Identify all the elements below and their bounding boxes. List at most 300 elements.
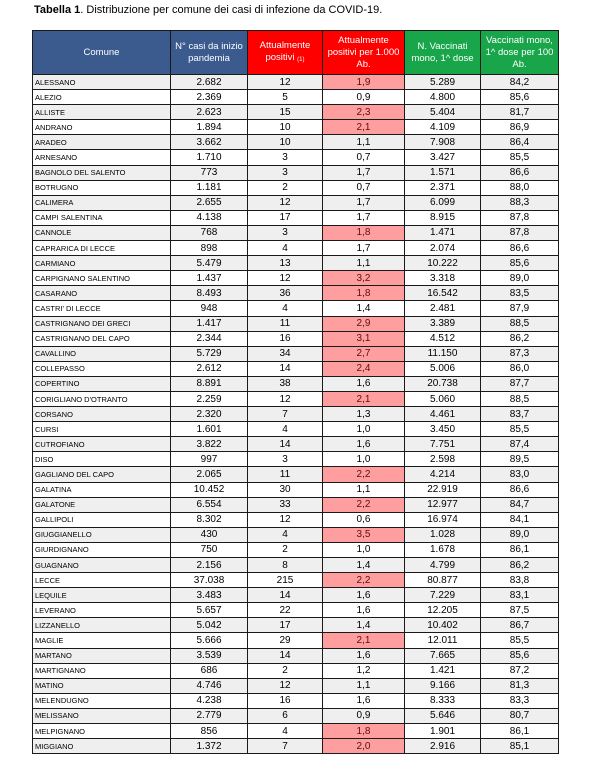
cell-positivi: 17 (248, 210, 323, 225)
table-row (33, 210, 559, 225)
cell-comune: MELENDUGNO (33, 693, 171, 708)
cell-comune: LEVERANO (33, 603, 171, 618)
cell-positivi-per-1000: 2,7 (323, 346, 405, 361)
cell-comune: DISO (33, 452, 171, 467)
cell-comune: ARADEO (33, 135, 171, 150)
cell-comune: CAMPI SALENTINA (33, 210, 171, 225)
cell-vaccinati-per-100: 86,2 (481, 331, 559, 346)
cell-comune: MAGLIE (33, 633, 171, 648)
cell-positivi-per-1000: 1,6 (323, 588, 405, 603)
cell-vaccinati: 12.205 (405, 603, 481, 618)
cell-positivi-per-1000: 2,1 (323, 120, 405, 135)
cell-positivi: 3 (248, 150, 323, 165)
cell-vaccinati-per-100: 84,2 (481, 75, 559, 90)
cell-comune: CAVALLINO (33, 346, 171, 361)
cell-vaccinati-per-100: 84,7 (481, 497, 559, 512)
table-row (33, 527, 559, 542)
cell-comune: MIGGIANO (33, 739, 171, 754)
cell-vaccinati: 8.915 (405, 210, 481, 225)
cell-comune: LIZZANELLO (33, 618, 171, 633)
cell-comune: GAGLIANO DEL CAPO (33, 467, 171, 482)
cell-vaccinati: 9.166 (405, 678, 481, 693)
cell-positivi-per-1000: 1,4 (323, 618, 405, 633)
table-row (33, 618, 559, 633)
cell-positivi: 12 (248, 391, 323, 406)
cell-vaccinati-per-100: 83,8 (481, 573, 559, 588)
cell-vaccinati: 3.427 (405, 150, 481, 165)
cell-casi: 2.259 (171, 391, 248, 406)
cell-vaccinati-per-100: 80,7 (481, 708, 559, 723)
cell-positivi-per-1000: 3,2 (323, 271, 405, 286)
cell-casi: 2.682 (171, 75, 248, 90)
table-row (33, 588, 559, 603)
cell-vaccinati-per-100: 85,6 (481, 648, 559, 663)
cell-casi: 3.662 (171, 135, 248, 150)
cell-casi: 2.612 (171, 361, 248, 376)
cell-positivi: 6 (248, 708, 323, 723)
cell-casi: 37.038 (171, 573, 248, 588)
caption-text: . Distribuzione per comune dei casi di infezione da COVID-19. (80, 4, 383, 16)
cell-comune: MARTIGNANO (33, 663, 171, 678)
cell-positivi-per-1000: 1,4 (323, 558, 405, 573)
table-row (33, 739, 559, 754)
table-row (33, 105, 559, 120)
cell-vaccinati-per-100: 85,5 (481, 422, 559, 437)
cell-positivi: 2 (248, 542, 323, 557)
cell-vaccinati: 2.371 (405, 180, 481, 195)
table-row (33, 120, 559, 135)
cell-vaccinati: 4.800 (405, 90, 481, 105)
cell-casi: 4.238 (171, 693, 248, 708)
cell-positivi: 33 (248, 497, 323, 512)
cell-vaccinati: 20.738 (405, 376, 481, 391)
cell-positivi-per-1000: 2,2 (323, 573, 405, 588)
cell-positivi: 12 (248, 678, 323, 693)
table-row (33, 301, 559, 316)
cell-comune: LECCE (33, 573, 171, 588)
cell-positivi-per-1000: 0,6 (323, 512, 405, 527)
cell-vaccinati: 2.598 (405, 452, 481, 467)
header-vaccinati: N. Vaccinati mono, 1^ dose (405, 31, 481, 75)
cell-positivi: 3 (248, 452, 323, 467)
cell-positivi: 22 (248, 603, 323, 618)
cell-vaccinati: 1.901 (405, 724, 481, 739)
cell-comune: CAPRARICA DI LECCE (33, 241, 171, 256)
cell-comune: GUAGNANO (33, 558, 171, 573)
table-row (33, 241, 559, 256)
cell-casi: 430 (171, 527, 248, 542)
cell-positivi: 4 (248, 301, 323, 316)
table-row (33, 180, 559, 195)
cell-positivi: 11 (248, 467, 323, 482)
cell-comune: CALIMERA (33, 195, 171, 210)
cell-vaccinati-per-100: 86,9 (481, 120, 559, 135)
cell-casi: 8.302 (171, 512, 248, 527)
cell-positivi: 34 (248, 346, 323, 361)
cell-comune: CASTRIGNANO DEI GRECI (33, 316, 171, 331)
caption-label: Tabella 1 (34, 4, 81, 16)
cell-vaccinati: 10.222 (405, 256, 481, 271)
cell-comune: MATINO (33, 678, 171, 693)
cell-casi: 2.655 (171, 195, 248, 210)
cell-positivi-per-1000: 1,8 (323, 286, 405, 301)
cell-positivi: 5 (248, 90, 323, 105)
cell-vaccinati-per-100: 85,5 (481, 150, 559, 165)
cell-positivi-per-1000: 1,1 (323, 135, 405, 150)
cell-positivi: 16 (248, 331, 323, 346)
cell-vaccinati-per-100: 89,0 (481, 271, 559, 286)
cell-vaccinati: 4.512 (405, 331, 481, 346)
cell-comune: GALLIPOLI (33, 512, 171, 527)
cell-positivi: 12 (248, 271, 323, 286)
cell-casi: 2.156 (171, 558, 248, 573)
cell-vaccinati: 5.006 (405, 361, 481, 376)
cell-positivi: 38 (248, 376, 323, 391)
cell-positivi: 12 (248, 75, 323, 90)
cell-vaccinati-per-100: 83,5 (481, 286, 559, 301)
cell-comune: GALATINA (33, 482, 171, 497)
cell-positivi-per-1000: 1,7 (323, 241, 405, 256)
cell-vaccinati-per-100: 86,1 (481, 724, 559, 739)
cell-vaccinati: 1.571 (405, 165, 481, 180)
cell-casi: 2.320 (171, 407, 248, 422)
cell-casi: 6.554 (171, 497, 248, 512)
cell-comune: CARPIGNANO SALENTINO (33, 271, 171, 286)
cell-vaccinati-per-100: 88,3 (481, 195, 559, 210)
cell-comune: BAGNOLO DEL SALENTO (33, 165, 171, 180)
table-row (33, 286, 559, 301)
cell-positivi: 215 (248, 573, 323, 588)
table-row (33, 724, 559, 739)
cell-positivi: 7 (248, 407, 323, 422)
cell-vaccinati-per-100: 87,4 (481, 437, 559, 452)
cell-casi: 4.138 (171, 210, 248, 225)
table-row (33, 75, 559, 90)
cell-vaccinati: 12.011 (405, 633, 481, 648)
cell-vaccinati: 7.665 (405, 648, 481, 663)
cell-casi: 8.493 (171, 286, 248, 301)
cell-vaccinati-per-100: 87,2 (481, 663, 559, 678)
cell-positivi: 14 (248, 437, 323, 452)
cell-vaccinati: 2.074 (405, 241, 481, 256)
cell-comune: ALLISTE (33, 105, 171, 120)
cell-positivi: 15 (248, 105, 323, 120)
header-positivi (248, 31, 323, 75)
cell-comune: MELISSANO (33, 708, 171, 723)
table-row (33, 316, 559, 331)
cell-casi: 856 (171, 724, 248, 739)
cell-vaccinati: 7.908 (405, 135, 481, 150)
cell-casi: 750 (171, 542, 248, 557)
cell-positivi-per-1000: 1,7 (323, 195, 405, 210)
cell-positivi-per-1000: 3,1 (323, 331, 405, 346)
cell-vaccinati-per-100: 88,0 (481, 180, 559, 195)
cell-vaccinati-per-100: 86,2 (481, 558, 559, 573)
cell-vaccinati: 3.450 (405, 422, 481, 437)
cell-positivi: 4 (248, 422, 323, 437)
cell-vaccinati: 2.481 (405, 301, 481, 316)
cell-comune: CASTRIGNANO DEL CAPO (33, 331, 171, 346)
cell-positivi-per-1000: 1,6 (323, 693, 405, 708)
cell-positivi: 4 (248, 527, 323, 542)
cell-vaccinati: 4.461 (405, 407, 481, 422)
cell-positivi-per-1000: 2,3 (323, 105, 405, 120)
cell-positivi: 2 (248, 180, 323, 195)
table-row (33, 482, 559, 497)
header-positivi-label: Attualmente positivi (259, 39, 311, 63)
cell-positivi-per-1000: 2,1 (323, 633, 405, 648)
cell-casi: 5.479 (171, 256, 248, 271)
cell-casi: 4.746 (171, 678, 248, 693)
cell-vaccinati: 16.974 (405, 512, 481, 527)
cell-vaccinati-per-100: 86,1 (481, 542, 559, 557)
cell-casi: 1.417 (171, 316, 248, 331)
table-row (33, 452, 559, 467)
cell-comune: ANDRANO (33, 120, 171, 135)
cell-comune: COLLEPASSO (33, 361, 171, 376)
cell-positivi-per-1000: 1,6 (323, 603, 405, 618)
table-caption (34, 4, 382, 16)
table-body (33, 75, 559, 754)
cell-positivi-per-1000: 1,0 (323, 542, 405, 557)
cell-positivi: 4 (248, 724, 323, 739)
table-row (33, 558, 559, 573)
cell-vaccinati: 1.471 (405, 225, 481, 240)
cell-casi: 5.657 (171, 603, 248, 618)
cell-casi: 948 (171, 301, 248, 316)
cell-casi: 768 (171, 225, 248, 240)
table-row (33, 376, 559, 391)
cell-casi: 1.710 (171, 150, 248, 165)
cell-comune: CUTROFIANO (33, 437, 171, 452)
cell-positivi: 4 (248, 241, 323, 256)
cell-casi: 2.344 (171, 331, 248, 346)
cell-casi: 5.729 (171, 346, 248, 361)
cell-positivi: 30 (248, 482, 323, 497)
cell-casi: 997 (171, 452, 248, 467)
cell-vaccinati-per-100: 86,7 (481, 618, 559, 633)
table-row (33, 150, 559, 165)
cell-vaccinati: 80.877 (405, 573, 481, 588)
cell-vaccinati: 2.916 (405, 739, 481, 754)
cell-casi: 1.437 (171, 271, 248, 286)
table-row (33, 678, 559, 693)
table-row (33, 346, 559, 361)
cell-vaccinati-per-100: 83,3 (481, 693, 559, 708)
cell-positivi-per-1000: 1,2 (323, 663, 405, 678)
cell-positivi: 11 (248, 316, 323, 331)
table-row (33, 437, 559, 452)
cell-positivi-per-1000: 2,1 (323, 391, 405, 406)
cell-positivi-per-1000: 3,5 (323, 527, 405, 542)
table-row (33, 165, 559, 180)
cell-vaccinati-per-100: 85,6 (481, 90, 559, 105)
cell-casi: 8.891 (171, 376, 248, 391)
cell-comune: GIURDIGNANO (33, 542, 171, 557)
cell-vaccinati: 5.289 (405, 75, 481, 90)
table-row (33, 271, 559, 286)
cell-comune: COPERTINO (33, 376, 171, 391)
table-row (33, 693, 559, 708)
cell-comune: CORSANO (33, 407, 171, 422)
cell-vaccinati-per-100: 81,7 (481, 105, 559, 120)
cell-comune: CASTRI' DI LECCE (33, 301, 171, 316)
table-row (33, 467, 559, 482)
cell-vaccinati: 16.542 (405, 286, 481, 301)
table-row (33, 225, 559, 240)
cell-comune: BOTRUGNO (33, 180, 171, 195)
header-comune: Comune (33, 31, 171, 75)
cell-vaccinati: 11.150 (405, 346, 481, 361)
cell-comune: MELPIGNANO (33, 724, 171, 739)
cell-casi: 2.779 (171, 708, 248, 723)
cell-vaccinati: 7.751 (405, 437, 481, 452)
cell-comune: ALEZIO (33, 90, 171, 105)
cell-positivi-per-1000: 1,8 (323, 724, 405, 739)
cell-casi: 1.181 (171, 180, 248, 195)
cell-comune: GIUGGIANELLO (33, 527, 171, 542)
cell-comune: CURSI (33, 422, 171, 437)
cell-casi: 1.894 (171, 120, 248, 135)
cell-positivi: 14 (248, 361, 323, 376)
cell-positivi-per-1000: 1,7 (323, 165, 405, 180)
cell-positivi-per-1000: 1,3 (323, 407, 405, 422)
cell-vaccinati-per-100: 87,3 (481, 346, 559, 361)
cell-positivi-per-1000: 1,9 (323, 75, 405, 90)
table-row (33, 497, 559, 512)
cell-vaccinati-per-100: 84,1 (481, 512, 559, 527)
cell-vaccinati: 5.060 (405, 391, 481, 406)
cell-vaccinati: 4.214 (405, 467, 481, 482)
cell-vaccinati: 5.646 (405, 708, 481, 723)
header-row (33, 31, 559, 75)
cell-casi: 2.369 (171, 90, 248, 105)
cell-positivi-per-1000: 2,2 (323, 467, 405, 482)
cell-casi: 3.539 (171, 648, 248, 663)
table-row (33, 422, 559, 437)
cell-positivi: 7 (248, 739, 323, 754)
cell-positivi-per-1000: 1,4 (323, 301, 405, 316)
cell-positivi-per-1000: 0,9 (323, 90, 405, 105)
cell-casi: 5.042 (171, 618, 248, 633)
cell-positivi-per-1000: 1,1 (323, 678, 405, 693)
cell-positivi-per-1000: 0,7 (323, 150, 405, 165)
cell-positivi: 3 (248, 165, 323, 180)
cell-casi: 2.065 (171, 467, 248, 482)
cell-positivi-per-1000: 1,6 (323, 437, 405, 452)
cell-positivi-per-1000: 1,6 (323, 376, 405, 391)
cell-positivi: 14 (248, 648, 323, 663)
cell-positivi: 16 (248, 693, 323, 708)
cell-vaccinati-per-100: 85,6 (481, 256, 559, 271)
cell-positivi: 14 (248, 588, 323, 603)
cell-vaccinati: 1.028 (405, 527, 481, 542)
cell-vaccinati: 4.799 (405, 558, 481, 573)
table-row (33, 542, 559, 557)
cell-vaccinati: 3.389 (405, 316, 481, 331)
covid-cases-table (32, 30, 559, 754)
cell-positivi-per-1000: 2,9 (323, 316, 405, 331)
cell-positivi: 13 (248, 256, 323, 271)
cell-vaccinati-per-100: 86,6 (481, 241, 559, 256)
cell-casi: 3.483 (171, 588, 248, 603)
table-row (33, 603, 559, 618)
cell-vaccinati-per-100: 88,5 (481, 316, 559, 331)
cell-vaccinati: 1.421 (405, 663, 481, 678)
cell-comune: CASARANO (33, 286, 171, 301)
cell-vaccinati-per-100: 81,3 (481, 678, 559, 693)
table-row (33, 90, 559, 105)
footnote-marker: (1) (297, 56, 305, 63)
cell-positivi: 8 (248, 558, 323, 573)
table-row (33, 573, 559, 588)
table-row (33, 331, 559, 346)
cell-vaccinati-per-100: 87,8 (481, 210, 559, 225)
cell-comune: CORIGLIANO D'OTRANTO (33, 391, 171, 406)
cell-vaccinati-per-100: 85,5 (481, 633, 559, 648)
cell-positivi-per-1000: 1,0 (323, 452, 405, 467)
cell-comune: CARMIANO (33, 256, 171, 271)
cell-positivi-per-1000: 1,7 (323, 210, 405, 225)
table-row (33, 195, 559, 210)
table-row (33, 648, 559, 663)
cell-comune: GALATONE (33, 497, 171, 512)
cell-vaccinati-per-100: 87,5 (481, 603, 559, 618)
cell-vaccinati: 1.678 (405, 542, 481, 557)
cell-positivi: 29 (248, 633, 323, 648)
cell-casi: 773 (171, 165, 248, 180)
cell-positivi-per-1000: 1,6 (323, 648, 405, 663)
cell-casi: 2.623 (171, 105, 248, 120)
cell-positivi: 12 (248, 195, 323, 210)
cell-vaccinati-per-100: 89,5 (481, 452, 559, 467)
cell-vaccinati-per-100: 87,8 (481, 225, 559, 240)
cell-positivi: 3 (248, 225, 323, 240)
header-casi: N° casi da inizio pandemia (171, 31, 248, 75)
cell-positivi: 17 (248, 618, 323, 633)
table-row (33, 663, 559, 678)
table-row (33, 361, 559, 376)
cell-vaccinati-per-100: 86,6 (481, 165, 559, 180)
cell-positivi: 12 (248, 512, 323, 527)
cell-positivi-per-1000: 2,4 (323, 361, 405, 376)
cell-positivi: 10 (248, 135, 323, 150)
cell-positivi: 2 (248, 663, 323, 678)
table-row (33, 256, 559, 271)
cell-positivi-per-1000: 2,2 (323, 497, 405, 512)
cell-vaccinati: 4.109 (405, 120, 481, 135)
cell-vaccinati-per-100: 87,7 (481, 376, 559, 391)
cell-casi: 5.666 (171, 633, 248, 648)
cell-casi: 898 (171, 241, 248, 256)
cell-positivi-per-1000: 0,7 (323, 180, 405, 195)
cell-comune: LEQUILE (33, 588, 171, 603)
cell-vaccinati: 10.402 (405, 618, 481, 633)
cell-vaccinati-per-100: 85,1 (481, 739, 559, 754)
cell-vaccinati: 3.318 (405, 271, 481, 286)
cell-comune: ALESSANO (33, 75, 171, 90)
cell-vaccinati-per-100: 87,9 (481, 301, 559, 316)
cell-casi: 1.601 (171, 422, 248, 437)
cell-vaccinati-per-100: 86,0 (481, 361, 559, 376)
cell-comune: MARTANO (33, 648, 171, 663)
cell-casi: 1.372 (171, 739, 248, 754)
cell-positivi-per-1000: 1,8 (323, 225, 405, 240)
table-row (33, 407, 559, 422)
cell-vaccinati: 6.099 (405, 195, 481, 210)
cell-vaccinati-per-100: 83,7 (481, 407, 559, 422)
table-row (33, 633, 559, 648)
